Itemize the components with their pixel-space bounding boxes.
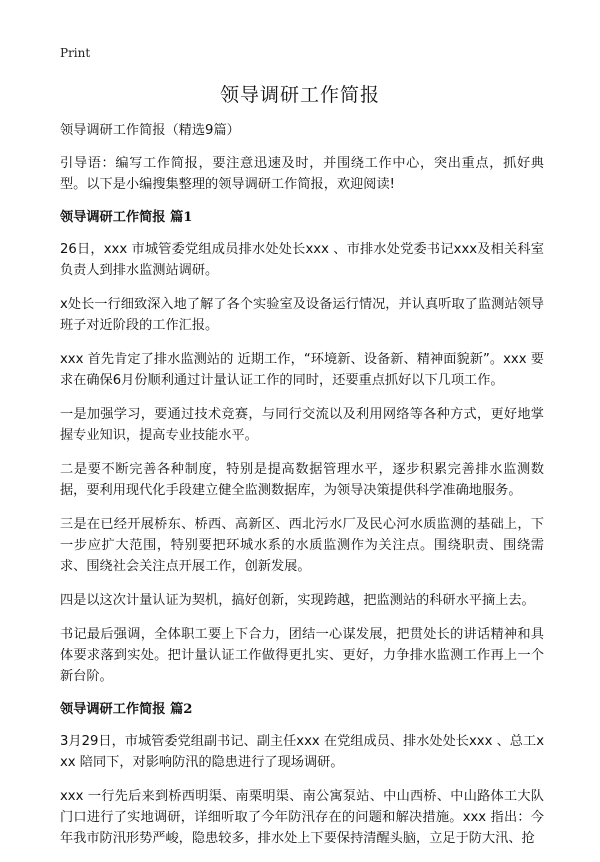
section-1-paragraph: 四是以这次计量认证为契机，搞好创新，实现跨越，把监测站的科研水平摘上去。 <box>60 593 535 608</box>
section-1-paragraph: 二是要不断完善各种制度，特别是提高数据管理水平，逐步积累完善排水监测数据，要利用现代化手段建立健全监测数据库，为领导决策提供科学准确地服务。 <box>60 462 544 498</box>
section-1-paragraph: xxx 首先肯定了排水监测站的 近期工作，“环境新、设备新、精神面貌新”。xxx 要求在确保6月份顺利通过计量认证工作的同时，还要重点抓好以下几项工作。 <box>60 352 544 388</box>
section-1-paragraph: 一是加强学习，要通过技术竞赛，与同行交流以及利用网络等各种方式，更好地掌握专业知识，提高专业技能水平。 <box>60 407 544 443</box>
print-label[interactable]: Print <box>60 46 91 60</box>
section-2-heading: 领导调研工作简报 篇2 <box>60 702 193 717</box>
intro-paragraph: 引导语：编写工作简报，要注意迅速及时，并围绕工作中心，突出重点，抓好典型。以下是小编搜集整理的领导调研工作简报，欢迎阅读! <box>60 156 544 192</box>
section-1-heading: 领导调研工作简报 篇1 <box>60 210 193 225</box>
document-body <box>60 120 544 862</box>
section-1-paragraph: 三是在已经开展桥东、桥西、高新区、西北污水厂及民心河水质监测的基础上，下一步应扩大范围，特别要把环城水系的水质监测作为关注点。围绕职责、围绕需求、围绕社会关注点开展工作，创新发展。 <box>60 517 544 574</box>
section-1-paragraph: 26日，xxx 市城管委党组成员排水处处长xxx 、市排水处党委书记xxx及相关科室负责人到排水监测站调研。 <box>60 242 544 278</box>
document-subtitle: 领导调研工作简报（精选9篇） <box>60 123 240 138</box>
section-1-paragraph: 书记最后强调，全体职工要上下合力，团结一心谋发展，把贯处长的讲话精神和具体要求落到实处。把计量认证工作做得更扎实、更好，力争排水监测工作再上一个新台阶。 <box>60 627 544 684</box>
section-1-paragraph: x处长一行细致深入地了解了各个实验室及设备运行情况，并认真听取了监测站领导班子对近阶段的工作汇报。 <box>60 297 544 333</box>
document-title: 领导调研工作简报 <box>219 84 380 106</box>
section-2-paragraph: xxx 一行先后来到桥西明渠、南栗明渠、南公寓泵站、中山西桥、中山路体工大队门口进行了实地调研，详细听取了今年防汛存在的问题和解决措施。xxx 指出：今年我市防汛形势严峻，隐患较多，排水处上下要保持清醒头脑，立足于防大汛、抢 <box>60 789 544 846</box>
section-2-paragraph: 3月29日，市城管委党组副书记、副主任xxx 在党组成员、排水处处长xxx 、总工xxx 陪同下，对影响防汛的隐患进行了现场调研。 <box>60 734 544 770</box>
